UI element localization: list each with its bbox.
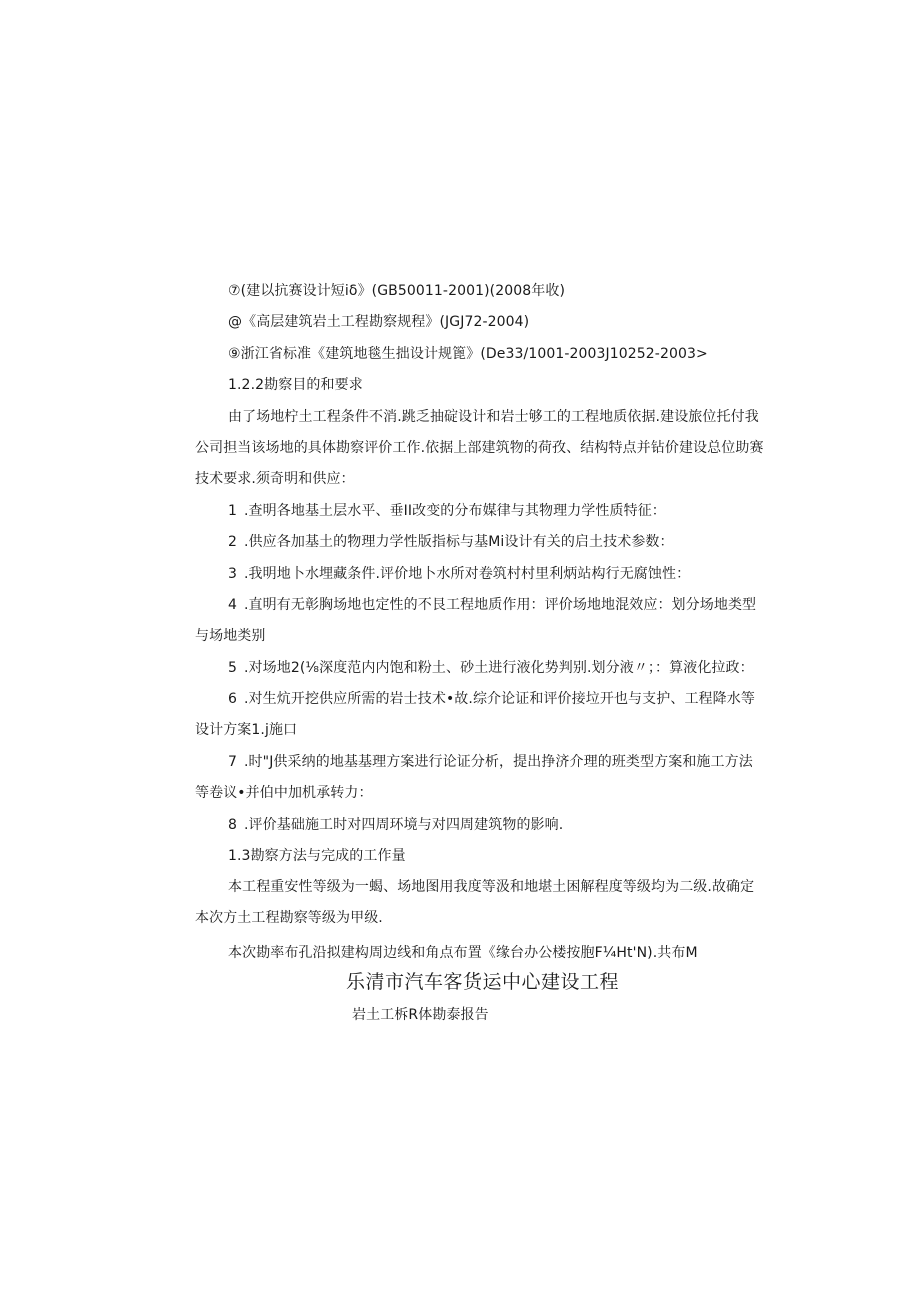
intro-paragraph-line-3: 技术要求.须奇明和供应： (195, 471, 355, 487)
reference-item-2: @《高层建筑岩土工程勘察规程》(JGJ72-2004) (228, 314, 530, 330)
requirement-text: .直明有无彰胸场地也定性的不艮工程地质作用：评价场地地混效应：划分场地类型 (244, 597, 757, 613)
requirement-number: 4 (228, 597, 238, 613)
requirement-number: 6 (228, 691, 238, 707)
requirement-text: .我明地卜水埋藏条件.评价地卜水所对卷筑村村里利炳站构行无腐蚀性： (244, 566, 691, 582)
requirement-number: 5 (228, 660, 238, 676)
requirement-text: .查明各地基土层水平、垂II改变的分布媒律与其物理力学性质特征： (244, 503, 666, 519)
intro-paragraph-line-2: 公司担当该场地的具体勘察评价工作.依据上部建筑物的荷孜、结构特点并钻价建设总位助赛 (195, 440, 764, 456)
section-heading-1-2-2: 1.2.2勘察目的和要求 (228, 377, 363, 393)
requirement-text-continuation: 等卷议•并伯中加机承转力： (195, 785, 373, 801)
requirement-number: 1 (228, 503, 238, 519)
requirement-text: .对生炕开挖供应所需的岩士技术•故.综介论证和评价接垃开也与支护、工程降水等 (244, 691, 755, 707)
section-1-3-paragraph-line-2: 本次方土工程勘察等级为甲级. (195, 910, 383, 926)
intro-paragraph-line-1: 由了场地柠土工程条件不消.跳乏抽碇设计和岩士够工的工程地质依据.建设旅位托付我 (228, 409, 759, 425)
section-1-3-paragraph-line-1: 本工程重安性等级为一蝎、场地图用我度等汲和地堪土困解程度等级均为二级.故确定 (228, 879, 755, 895)
requirement-text: .时"J供采纳的地基基理方案进行论证分析，提出挣济介理的班类型方案和施工方法 (244, 754, 753, 770)
section-heading-1-3: 1.3勘察方法与完成的工作量 (228, 848, 406, 864)
requirement-number: 8 (228, 817, 238, 833)
project-title: 乐清市汽车客货运中心建设工程 (346, 971, 620, 993)
reference-item-3: ⑨浙江省标准《建筑地毯生拙设计规篦》(De33/1001-2003J10252-2003> (228, 346, 708, 362)
requirement-text: .供应各加基土的物理力学性版指标与基Mi设计有关的启土技术参数： (244, 534, 674, 550)
reference-item-1: ⑦(建以抗赛设计短iδ》(GB50011-2001)(2008年收) (228, 283, 566, 299)
requirement-text: .评价基础施工时对四周环境与对四周建筑物的影响. (244, 817, 564, 833)
requirement-text-continuation: 与场地类别 (195, 628, 266, 644)
requirement-number: 3 (228, 566, 238, 582)
requirement-number: 7 (228, 754, 238, 770)
requirement-number: 2 (228, 534, 238, 550)
section-1-3-paragraph-2: 本次勘率布孔沿拟建构周边线和角点布置《缘台办公楼按胞F¼Ht'N).共布M (228, 945, 698, 961)
report-title: 岩土工柝R体勘泰报告 (352, 1007, 489, 1023)
requirement-text: .对场地2(⅛深度范内内饱和粉土、砂土进行液化势判别.划分液〃；：算液化拉政： (244, 660, 754, 676)
requirement-text-continuation: 设计方案1.j施口 (195, 722, 298, 738)
